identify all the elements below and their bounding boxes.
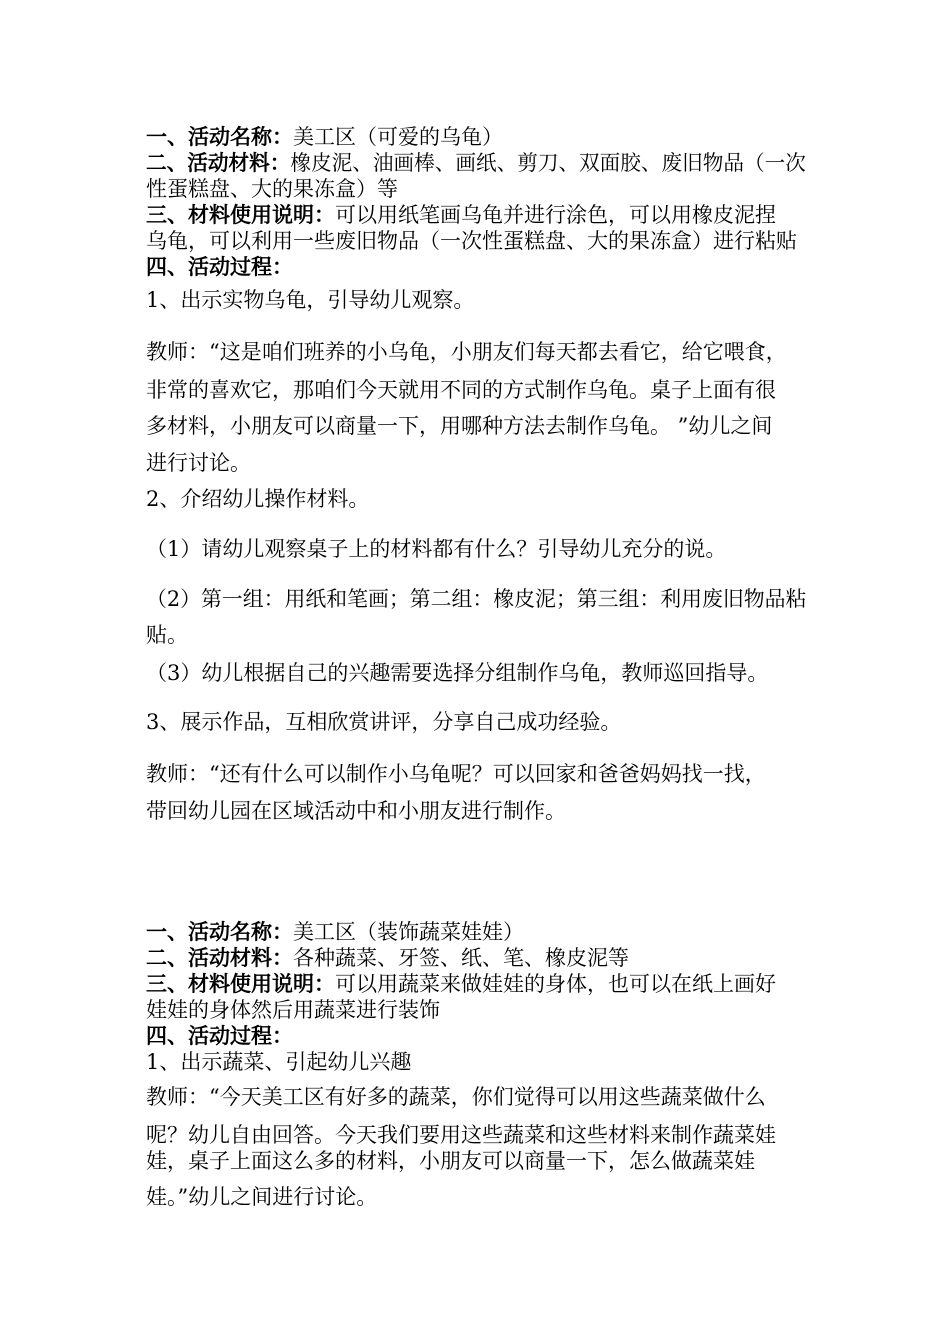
s1-substep-2: （2）第一组：用纸和笔画；第二组：橡皮泥；第三组：利用废旧物品粘 <box>146 587 807 611</box>
s2-paragraph-line: 娃。”幼儿之间进行讨论。 <box>146 1185 378 1209</box>
s1-materials-label: 二、活动材料： <box>146 150 291 175</box>
s1-name-value: 美工区（可爱的乌龟） <box>293 125 503 149</box>
s1-name-label: 一、活动名称： <box>146 124 293 149</box>
s1-activity-name <box>146 124 503 150</box>
s2-name-value: 美工区（装饰蔬菜娃娃） <box>293 920 524 944</box>
s2-activity-name <box>146 919 524 945</box>
s2-step-1: 1、出示蔬菜、引起幼儿兴趣 <box>146 1050 412 1074</box>
s1-process-label: 四、活动过程： <box>146 254 293 279</box>
s2-materials-value: 各种蔬菜、牙签、纸、笔、橡皮泥等 <box>293 946 629 970</box>
s1-materials <box>146 150 806 176</box>
s1-usage <box>146 202 776 228</box>
s2-paragraph-line: 呢？幼儿自由回答。今天我们要用这些蔬菜和这些材料来制作蔬菜娃 <box>146 1123 776 1147</box>
s1-substep-2-cont: 贴。 <box>146 623 188 647</box>
s1-usage-value-1: 可以用纸笔画乌龟并进行涂色，可以用橡皮泥捏 <box>335 203 776 227</box>
s2-materials-label: 二、活动材料： <box>146 945 293 970</box>
s1-materials-cont: 性蛋糕盘、大的果冻盒）等 <box>146 177 398 201</box>
s1-substep-3: （3）幼儿根据自己的兴趣需要选择分组制作乌龟，教师巡回指导。 <box>146 661 769 685</box>
s1-step-1: 1、出示实物乌龟，引导幼儿观察。 <box>146 288 475 312</box>
s1-materials-value-1: 橡皮泥、油画棒、画纸、剪刀、双面胶、废旧物品（一次 <box>290 151 806 175</box>
s2-usage-label: 三、材料使用说明： <box>146 971 335 996</box>
s1-substep-1: （1）请幼儿观察桌子上的材料都有什么？引导幼儿充分的说。 <box>146 537 727 561</box>
s1-paragraph-line: 多材料，小朋友可以商量一下，用哪种方法去制作乌龟。 ”幼儿之间 <box>146 414 773 438</box>
s1-paragraph-line: 带回幼儿园在区域活动中和小朋友进行制作。 <box>146 799 566 823</box>
s2-process-label: 四、活动过程： <box>146 1023 293 1048</box>
s1-usage-cont: 乌龟，可以利用一些废旧物品（一次性蛋糕盘、大的果冻盒）进行粘贴 <box>146 229 797 253</box>
s2-usage-value-1: 可以用蔬菜来做娃娃的身体，也可以在纸上画好 <box>335 972 776 996</box>
s1-paragraph-line: 教师：“还有什么可以制作小乌龟呢？可以回家和爸爸妈妈找一找， <box>146 762 766 786</box>
s2-usage-cont: 娃娃的身体然后用蔬菜进行装饰 <box>146 998 440 1022</box>
s2-usage <box>146 971 776 997</box>
s1-step-2: 2、介绍幼儿操作材料。 <box>146 487 370 511</box>
s2-name-label: 一、活动名称： <box>146 919 293 944</box>
s2-paragraph-line: 娃，桌子上面这么多的材料，小朋友可以商量一下，怎么做蔬菜娃 <box>146 1149 755 1173</box>
s1-paragraph-line: 进行讨论。 <box>146 451 251 475</box>
s2-paragraph-line: 教师：“今天美工区有好多的蔬菜，你们觉得可以用这些蔬菜做什么 <box>146 1085 766 1109</box>
s1-usage-label: 三、材料使用说明： <box>146 202 335 227</box>
s2-materials <box>146 945 629 971</box>
s1-paragraph-line: 非常的喜欢它，那咱们今天就用不同的方式制作乌龟。桌子上面有很 <box>146 378 776 402</box>
s1-step-3: 3、展示作品，互相欣赏讲评，分享自己成功经验。 <box>146 710 622 734</box>
s1-paragraph-line: 教师：“这是咱们班养的小乌龟，小朋友们每天都去看它，给它喂食， <box>146 340 787 364</box>
